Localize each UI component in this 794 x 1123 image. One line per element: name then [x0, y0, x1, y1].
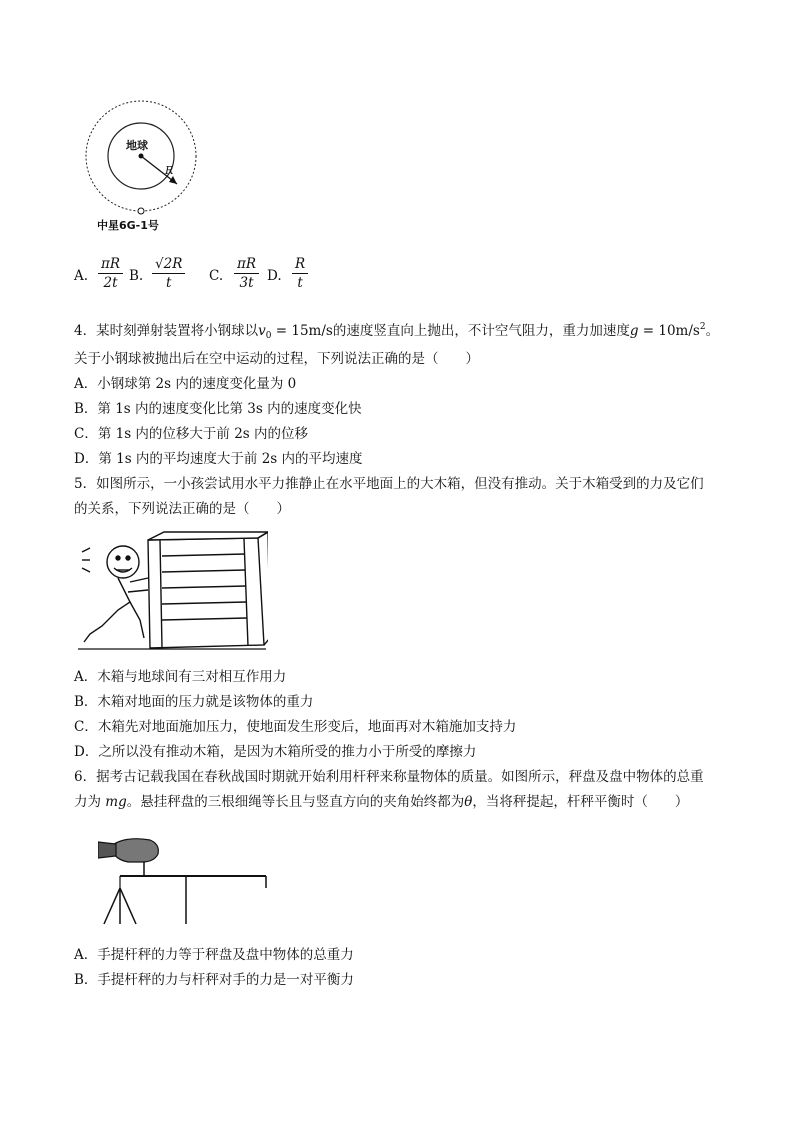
orbit-diagram: [82, 100, 200, 235]
q4-stem-end: 。: [705, 323, 720, 339]
q5-option-d: D．之所以没有推动木箱，是因为木箱所受的推力小于所受的摩擦力: [74, 744, 477, 760]
q6-option-a: A．手提杆秤的力等于秤盘及盘中物体的总重力: [74, 947, 354, 963]
option-c-fraction: [234, 256, 259, 291]
q6-option-b: B．手提杆秤的力与杆秤对手的力是一对平衡力: [74, 972, 354, 988]
q5-option-b: B．木箱对地面的压力就是该物体的重力: [74, 694, 314, 710]
q5-stem-line2: 的关系，下列说法正确的是（ ）: [74, 501, 290, 517]
satellite-label: 中星6G-1号: [97, 219, 159, 232]
q5-option-a: A．木箱与地球间有三对相互作用力: [74, 669, 287, 685]
option-b-numerator: √2R: [152, 256, 185, 274]
steelyard-drawing: [98, 832, 268, 930]
steelyard-figure: [98, 832, 268, 930]
option-a-letter: A.: [74, 268, 89, 284]
option-d-fraction: [292, 256, 308, 291]
v0-symbol: v: [258, 323, 266, 339]
child-crate-drawing: [78, 530, 268, 655]
q3-options: [74, 256, 394, 296]
earth-label: 地球: [126, 139, 148, 152]
option-c-letter: C.: [209, 268, 224, 284]
q6-stem-text-c: ，当将秤提起，杆秤平衡时（ ）: [472, 794, 689, 810]
v0-value: = 15m/s: [271, 323, 333, 339]
q4-stem-text: 4．某时刻弹射装置将小钢球以: [74, 323, 259, 339]
g-value: = 10m/s: [638, 323, 700, 339]
option-b-denominator: t: [165, 275, 172, 291]
q4-option-d: D．第 1s 内的平均速度大于前 2s 内的平均速度: [74, 451, 363, 467]
mg-symbol: mg: [105, 794, 127, 810]
option-d-denominator: t: [297, 275, 303, 291]
theta-symbol: θ: [464, 794, 473, 810]
crate: [148, 532, 268, 648]
q4-option-b: B．第 1s 内的速度变化比第 3s 内的速度变化快: [74, 401, 362, 417]
option-b-letter: B.: [129, 268, 144, 284]
option-a-numerator: πR: [98, 256, 123, 274]
string-right: [120, 888, 136, 924]
string-left: [104, 888, 120, 924]
q4-option-c: C．第 1s 内的位移大于前 2s 内的位移: [74, 426, 309, 442]
option-c-denominator: 3t: [239, 275, 254, 291]
hand: [98, 839, 158, 862]
orbit-figure: [82, 100, 200, 235]
option-c-numerator: πR: [234, 256, 259, 274]
q4-stem-text-2: 的速度竖直向上抛出，不计空气阻力，重力加速度: [332, 323, 630, 339]
option-a-fraction: [98, 256, 123, 291]
q6-stem-line2: [74, 793, 688, 811]
q4-option-a: A．小钢球第 2s 内的速度变化量为 0: [74, 376, 297, 392]
q5-stem-line1: 5．如图所示，一小孩尝试用水平力推静止在水平地面上的大木箱，但没有推动。关于木箱受到的力及它们: [74, 476, 704, 492]
q5-option-c: C．木箱先对地面施加压力，使地面发生形变后，地面再对木箱施加支持力: [74, 719, 517, 735]
child: [82, 546, 148, 642]
q4-stem-line2: 关于小钢球被抛出后在空中运动的过程，下列说法正确的是（ ）: [74, 351, 479, 367]
satellite-marker: [138, 208, 144, 214]
q6-stem-text-b: 。悬挂秤盘的三根细绳等长且与竖直方向的夹角始终都为: [126, 794, 465, 810]
q6-stem-text-a: 力为: [74, 794, 106, 810]
option-d-letter: D.: [267, 268, 282, 284]
arrow-head: [169, 176, 177, 184]
child-crate-figure: [78, 530, 268, 655]
g-symbol: g: [629, 323, 639, 339]
radius-label: R: [165, 164, 174, 177]
q6-stem-line1: 6．据考古记载我国在春秋战国时期就开始利用杆秤来称量物体的质量。如图所示，秤盘及盘中物体的总重: [74, 769, 704, 785]
q4-stem-line1: [74, 318, 719, 345]
option-d-numerator: R: [292, 256, 308, 274]
v0-subscript: 0: [265, 331, 272, 341]
g-superscript: 2: [699, 322, 706, 332]
option-b-fraction: [152, 256, 185, 291]
option-a-denominator: 2t: [103, 275, 118, 291]
